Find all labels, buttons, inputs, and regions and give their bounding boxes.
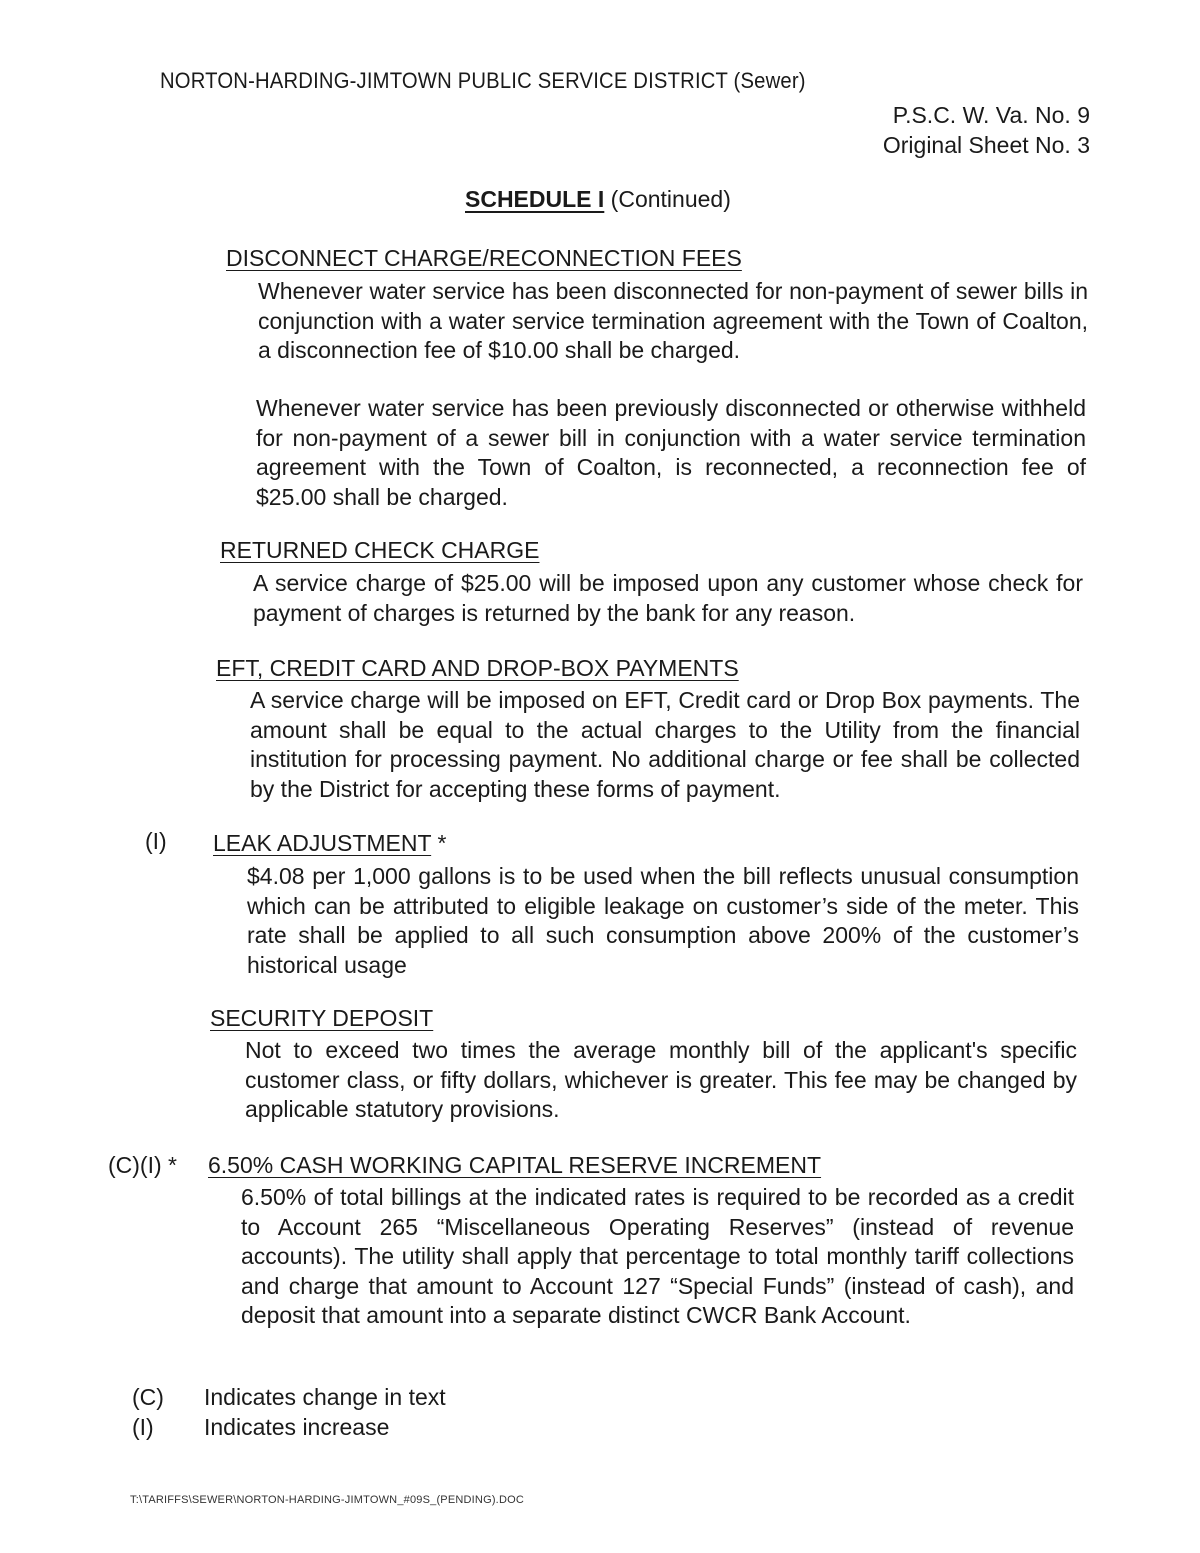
section-eft-heading xyxy=(216,655,739,682)
section-disconnect-para-1: Whenever water service has been disconnected for non-payment of sewer bills in conjunction with a water service termination agreement with the Town of Coalton, a disconnection fee of $10.00 shall be charged. xyxy=(258,278,1088,363)
section-returned-check-para: A service charge of $25.00 will be imposed upon any customer whose check for payment of charges is returned by the bank for any reason. xyxy=(253,570,1083,626)
section-disconnect-heading xyxy=(226,245,742,272)
schedule-suffix: (Continued) xyxy=(604,186,731,212)
section-leak-para: $4.08 per 1,000 gallons is to be used when the bill reflects unusual consumption which can be attributed to eligible leakage on customer’s side of the meter. This rate shall be applied to all such consumption above 200% of the customer’s historical usage xyxy=(247,863,1079,978)
legend-meaning: Indicates change in text xyxy=(204,1384,446,1410)
schedule-heading xyxy=(465,186,731,213)
section-security-deposit-heading xyxy=(210,1005,433,1032)
legend xyxy=(132,1382,446,1442)
file-path-footer: T:\TARIFFS\SEWER\NORTON-HARDING-JIMTOWN_#09S_(PENDING).DOC xyxy=(130,1494,524,1506)
heading-text: DISCONNECT CHARGE/RECONNECTION FEES xyxy=(226,245,742,271)
legend-code: (I) xyxy=(132,1414,154,1440)
legend-item-change xyxy=(132,1382,446,1412)
sheet-number: Original Sheet No. 3 xyxy=(882,132,1090,158)
legend-item-increase xyxy=(132,1412,446,1442)
title-text: NORTON-HARDING-JIMTOWN PUBLIC SERVICE DISTRICT (Sewer) xyxy=(160,68,806,93)
heading-text: RETURNED CHECK CHARGE xyxy=(220,537,540,563)
section-leak-marker: (I) xyxy=(145,828,167,854)
asterisk: * xyxy=(431,830,447,856)
section-eft-para: A service charge will be imposed on EFT, Credit card or Drop Box payments. The amount shall be equal to the actual charges to the Utility from the financial institution for processing payment. No additional charge or fee shall be collected by the District for accepting these forms of payment. xyxy=(250,687,1080,802)
heading-text: EFT, CREDIT CARD AND DROP-BOX PAYMENTS xyxy=(216,655,739,681)
heading-text: 6.50% CASH WORKING CAPITAL RESERVE INCREMENT xyxy=(208,1152,822,1178)
section-cwcr-para: 6.50% of total billings at the indicated rates is required to be recorded as a credit to Account 265 “Miscellaneous Operating Reserves” (instead of revenue accounts). The utility shall apply that percentage to total monthly tariff collections and charge that amount to Account 127 “Special Funds” (instead of cash), and deposit that amount into a separate distinct CWCR Bank Account. xyxy=(241,1184,1074,1328)
document-title xyxy=(160,68,862,94)
section-cwcr-heading xyxy=(208,1152,821,1179)
psc-number: P.S.C. W. Va. No. 9 xyxy=(892,102,1090,128)
heading-text: SECURITY DEPOSIT xyxy=(210,1005,434,1031)
section-leak-heading xyxy=(213,830,446,857)
heading-text: LEAK ADJUSTMENT xyxy=(213,830,432,856)
tariff-identifier xyxy=(883,100,1090,160)
legend-meaning: Indicates increase xyxy=(204,1414,390,1440)
section-security-deposit-para: Not to exceed two times the average monthly bill of the applicant's specific customer class, or fifty dollars, whichever is greater. This fee may be changed by applicable statutory provisions. xyxy=(245,1037,1077,1122)
schedule-label: SCHEDULE I xyxy=(465,186,605,212)
section-returned-check-heading xyxy=(220,537,539,564)
section-cwcr-marker: (C)(I) * xyxy=(108,1152,177,1178)
section-disconnect-para-2: Whenever water service has been previously disconnected or otherwise withheld for non-payment of a sewer bill in conjunction with a water service termination agreement with the Town of Coalton, is reconnected, a reconnection fee of $25.00 shall be charged. xyxy=(256,395,1086,510)
legend-code: (C) xyxy=(132,1384,164,1410)
